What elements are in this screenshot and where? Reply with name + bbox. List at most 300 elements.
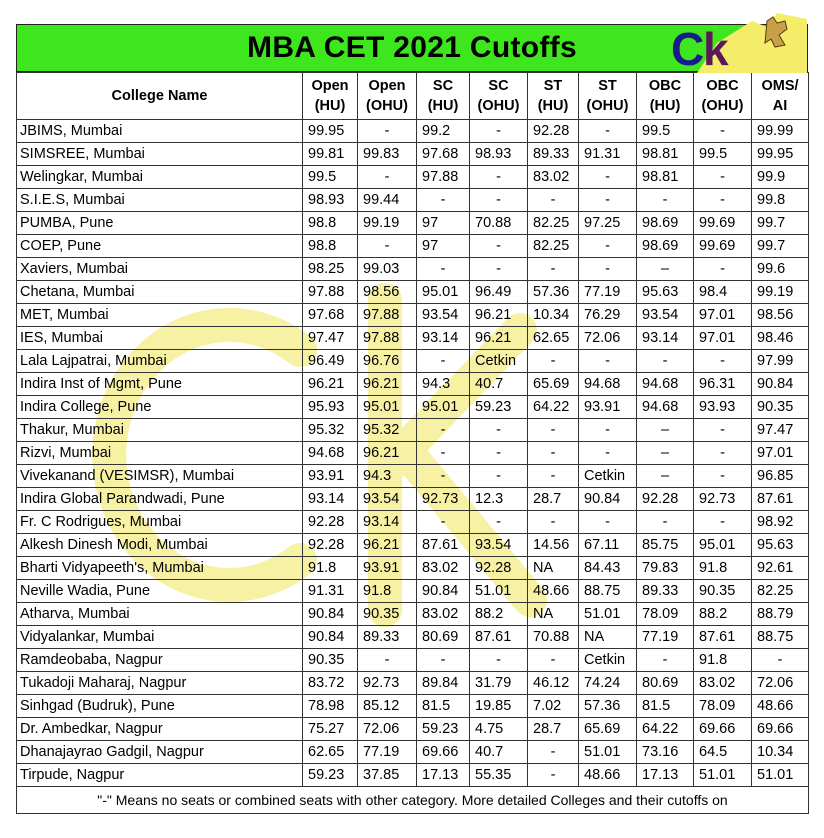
college-name-cell: Indira Global Parandwadi, Pune [17,488,303,511]
cutoff-cell: 95.01 [417,396,470,419]
cutoff-cell: 72.06 [358,718,417,741]
cutoff-cell: - [470,649,528,672]
cutoff-cell: - [579,166,637,189]
college-name-cell: Thakur, Mumbai [17,419,303,442]
table-row [17,603,809,626]
table-row [17,580,809,603]
table-row [17,419,809,442]
cutoff-cell: 90.84 [579,488,637,511]
cutoff-cell: 85.12 [358,695,417,718]
cutoff-cell: 90.35 [752,396,809,419]
cutoff-cell: 98.81 [637,166,694,189]
cutoff-cell: – [637,465,694,488]
header-category-sublabel: (OHU) [477,98,520,114]
college-name-cell: Sinhgad (Budruk), Pune [17,695,303,718]
table-row [17,488,809,511]
cutoff-cell: 98.56 [358,281,417,304]
cutoff-cell: 48.66 [579,764,637,787]
cutoff-cell: - [579,235,637,258]
cutoff-cell: 78.09 [637,603,694,626]
cutoff-cell: 97 [417,212,470,235]
college-name-cell: Vidyalankar, Mumbai [17,626,303,649]
cutoff-cell: 99.2 [417,120,470,143]
cutoff-cell: 80.69 [417,626,470,649]
cutoff-cell: 78.98 [303,695,358,718]
table-row [17,718,809,741]
cutoff-cell: 98.69 [637,235,694,258]
cutoff-cell: 59.23 [470,396,528,419]
table-row [17,120,809,143]
cutoff-cell: 90.84 [752,373,809,396]
cutoff-cell: 88.2 [470,603,528,626]
cutoff-cell: 90.84 [303,603,358,626]
cutoff-cell: 84.43 [579,557,637,580]
cutoff-cell: 51.01 [752,764,809,787]
cutoff-cell: 90.35 [303,649,358,672]
cutoff-cell: - [470,166,528,189]
cutoff-cell: 89.33 [528,143,579,166]
cutoff-cell: - [579,258,637,281]
cutoff-cell: NA [579,626,637,649]
cutoff-cell: 69.66 [417,741,470,764]
table-row [17,327,809,350]
cutoff-cell: 91.31 [303,580,358,603]
cutoff-cell: 99.83 [358,143,417,166]
college-name-cell: Vivekanand (VESIMSR), Mumbai [17,465,303,488]
cutoff-cell: - [637,649,694,672]
cutoff-cell: 31.79 [470,672,528,695]
cutoff-cell: 98.8 [303,235,358,258]
cutoff-cell: 90.35 [694,580,752,603]
cutoff-cell: 94.68 [637,373,694,396]
college-name-cell: JBIMS, Mumbai [17,120,303,143]
cutoff-cell: 95.01 [694,534,752,557]
cutoff-cell: 89.33 [358,626,417,649]
table-row [17,534,809,557]
cutoff-cell: 98.93 [303,189,358,212]
cutoff-cell: 19.85 [470,695,528,718]
cutoff-cell: 74.24 [579,672,637,695]
cutoff-cell: 92.73 [417,488,470,511]
cutoff-cell: 65.69 [528,373,579,396]
cutoff-cell: - [417,511,470,534]
header-category-sublabel: (HU) [314,98,346,114]
table-row [17,373,809,396]
cutoff-table [16,72,809,814]
college-name-cell: Dhanajayrao Gadgil, Nagpur [17,741,303,764]
cutoff-cell: Cetkin [470,350,528,373]
cutoff-cell: 99.9 [752,166,809,189]
cutoff-cell: 17.13 [417,764,470,787]
cutoff-cell: 93.14 [358,511,417,534]
cutoff-cell: 97.01 [694,327,752,350]
cutoff-cell: 95.32 [303,419,358,442]
header-category-sublabel: (HU) [649,98,681,114]
college-name-cell: Lala Lajpatrai, Mumbai [17,350,303,373]
cutoff-cell: 51.01 [579,741,637,764]
cutoff-cell: - [579,419,637,442]
cutoff-cell: 83.02 [528,166,579,189]
cutoff-cell: - [358,166,417,189]
cutoff-cell: 62.65 [528,327,579,350]
table-row [17,189,809,212]
table-row [17,465,809,488]
cutoff-cell: - [579,120,637,143]
page-title: MBA CET 2021 Cutoffs [247,31,577,64]
cutoff-cell: - [694,442,752,465]
college-name-cell: Indira College, Pune [17,396,303,419]
cutoff-cell: 65.69 [579,718,637,741]
cutoff-cell: - [579,189,637,212]
cutoff-cell: 95.93 [303,396,358,419]
header-category [752,73,809,120]
college-name-cell: Dr. Ambedkar, Nagpur [17,718,303,741]
cutoff-cell: 87.61 [694,626,752,649]
cutoff-cell: 59.23 [303,764,358,787]
cutoff-cell: 96.49 [470,281,528,304]
cutoff-cell: 95.63 [752,534,809,557]
cutoff-cell: 93.14 [637,327,694,350]
cutoff-cell: - [694,419,752,442]
cutoff-cell: 93.54 [417,304,470,327]
table-row [17,511,809,534]
header-category-sublabel: (HU) [537,98,569,114]
cutoff-cell: 93.14 [303,488,358,511]
header-category [694,73,752,120]
cutoff-cell: 83.02 [417,557,470,580]
cutoff-cell: 99.95 [303,120,358,143]
cutoff-cell: 99.69 [694,235,752,258]
ck-logo-icon [657,13,807,73]
header-category-label: ST [598,78,617,94]
cutoff-cell: 99.19 [752,281,809,304]
cutoff-cell: - [694,120,752,143]
cutoff-cell: - [417,419,470,442]
cutoff-cell: 92.73 [694,488,752,511]
cutoff-cell: 69.66 [752,718,809,741]
cutoff-cell: 91.8 [303,557,358,580]
title-bar [16,24,808,72]
cutoff-cell: 88.2 [694,603,752,626]
table-row [17,557,809,580]
table-row [17,442,809,465]
cutoff-cell: 48.66 [528,580,579,603]
college-name-cell: S.I.E.S, Mumbai [17,189,303,212]
college-name-cell: Bharti Vidyapeeth's, Mumbai [17,557,303,580]
cutoff-cell: 88.79 [752,603,809,626]
cutoff-cell: 75.27 [303,718,358,741]
cutoff-cell: 93.91 [358,557,417,580]
header-category-label: Open [368,78,406,94]
cutoff-cell: 96.21 [470,327,528,350]
cutoff-cell: - [528,465,579,488]
cutoff-cell: 99.5 [637,120,694,143]
cutoff-cell: 78.09 [694,695,752,718]
cutoff-cell: 90.35 [358,603,417,626]
cutoff-cell: 57.36 [579,695,637,718]
cutoff-cell: 94.68 [303,442,358,465]
cutoff-cell: 77.19 [579,281,637,304]
cutoff-cell: 64.22 [637,718,694,741]
cutoff-cell: 28.7 [528,488,579,511]
cutoff-cell: 95.01 [358,396,417,419]
cutoff-cell: - [470,442,528,465]
college-name-cell: COEP, Pune [17,235,303,258]
cutoff-cell: - [470,511,528,534]
table-row [17,258,809,281]
cutoff-cell: 46.12 [528,672,579,695]
cutoff-cell: 64.22 [528,396,579,419]
cutoff-cell: 83.02 [694,672,752,695]
svg-text:C: C [671,23,705,73]
cutoff-cell: 82.25 [528,212,579,235]
cutoff-cell: 92.28 [470,557,528,580]
cutoff-cell: 96.31 [694,373,752,396]
cutoff-cell: - [470,235,528,258]
cutoff-cell: 55.35 [470,764,528,787]
cutoff-cell: 77.19 [637,626,694,649]
cutoff-cell: 72.06 [752,672,809,695]
college-name-cell: Rizvi, Mumbai [17,442,303,465]
cutoff-cell: 88.75 [579,580,637,603]
cutoff-cell: 94.68 [579,373,637,396]
cutoff-cell: 99.03 [358,258,417,281]
cutoff-cell: - [637,189,694,212]
cutoff-cell: 96.85 [752,465,809,488]
cutoff-cell: 97.01 [694,304,752,327]
cutoff-cell: 99.7 [752,235,809,258]
table-row [17,695,809,718]
header-category [528,73,579,120]
cutoff-cell: 93.93 [694,396,752,419]
header-category [470,73,528,120]
cutoff-cell: 92.28 [303,534,358,557]
footnote: "-" Means no seats or combined seats with other category. More detailed Colleges and their cutoffs on [17,787,809,814]
cutoff-cell: - [579,350,637,373]
cutoff-cell: - [579,511,637,534]
cutoff-cell: 97.01 [752,442,809,465]
cutoff-cell: 98.25 [303,258,358,281]
cutoff-cell: - [417,189,470,212]
table-row [17,281,809,304]
cutoff-cell: - [694,511,752,534]
cutoff-cell: - [417,465,470,488]
cutoff-cell: - [694,258,752,281]
table-row [17,143,809,166]
footnote-row [17,787,809,814]
cutoff-cell: 99.19 [358,212,417,235]
cutoff-cell: 91.8 [694,649,752,672]
cutoff-cell: 97.88 [358,327,417,350]
cutoff-cell: 93.54 [470,534,528,557]
header-category-label: SC [432,78,454,94]
cutoff-cell: 70.88 [528,626,579,649]
cutoff-cell: 91.8 [358,580,417,603]
cutoff-cell: 99.8 [752,189,809,212]
cutoff-cell: 91.31 [579,143,637,166]
header-category-label: OMS/ [761,78,799,94]
header-category [579,73,637,120]
svg-text:k: k [703,23,729,73]
table-row [17,350,809,373]
cutoff-cell: - [470,120,528,143]
cutoff-cell: 89.33 [637,580,694,603]
header-category [637,73,694,120]
cutoff-cell: 98.46 [752,327,809,350]
cutoff-cell: 96.21 [358,534,417,557]
cutoff-cell: 97 [417,235,470,258]
cutoff-cell: 97.99 [752,350,809,373]
cutoff-cell: 98.69 [637,212,694,235]
cutoff-cell: 98.93 [470,143,528,166]
cutoff-cell: 95.32 [358,419,417,442]
cutoff-cell: 80.69 [637,672,694,695]
cutoff-cell: 92.28 [528,120,579,143]
college-name-cell: Ramdeobaba, Nagpur [17,649,303,672]
cutoff-cell: 77.19 [358,741,417,764]
cutoff-cell: – [637,419,694,442]
college-name-cell: IES, Mumbai [17,327,303,350]
cutoff-cell: – [637,258,694,281]
cutoff-cell: 96.21 [358,373,417,396]
cutoff-cell: 95.01 [417,281,470,304]
header-category-sublabel: (HU) [427,98,459,114]
cutoff-cell: 73.16 [637,741,694,764]
college-name-cell: Atharva, Mumbai [17,603,303,626]
cutoff-cell: 92.28 [637,488,694,511]
cutoff-cell: 93.54 [358,488,417,511]
cutoff-cell: 62.65 [303,741,358,764]
cutoff-cell: 99.99 [752,120,809,143]
cutoff-cell: 96.49 [303,350,358,373]
header-college-name: College Name [17,73,303,120]
cutoff-cell: - [528,741,579,764]
cutoff-cell: - [637,350,694,373]
cutoff-cell: 99.95 [752,143,809,166]
cutoff-cell: NA [528,557,579,580]
cutoff-cell: 76.29 [579,304,637,327]
cutoff-cell: 99.69 [694,212,752,235]
table-row [17,764,809,787]
cutoff-cell: - [528,511,579,534]
cutoff-cell: 93.54 [637,304,694,327]
cutoff-cell: 87.61 [470,626,528,649]
cutoff-cell: 40.7 [470,373,528,396]
cutoff-cell: 88.75 [752,626,809,649]
college-name-cell: SIMSREE, Mumbai [17,143,303,166]
table-row [17,212,809,235]
cutoff-cell: 99.81 [303,143,358,166]
cutoff-cell: 98.8 [303,212,358,235]
cutoff-cell: - [579,442,637,465]
cutoff-cell: 93.91 [579,396,637,419]
cutoff-cell: 96.76 [358,350,417,373]
cutoff-cell: 69.66 [694,718,752,741]
college-name-cell: PUMBA, Pune [17,212,303,235]
cutoff-cell: 90.84 [417,580,470,603]
cutoff-cell: - [528,350,579,373]
cutoff-cell: - [470,419,528,442]
cutoff-cell: 92.28 [303,511,358,534]
cutoff-cell: 89.84 [417,672,470,695]
cutoff-cell: - [417,350,470,373]
cutoff-cell: 97.47 [303,327,358,350]
cutoff-cell: - [470,189,528,212]
cutoff-cell: 97.88 [358,304,417,327]
cutoff-cell: 81.5 [417,695,470,718]
cutoff-cell: 10.34 [528,304,579,327]
cutoff-cell: 99.6 [752,258,809,281]
header-row [17,73,809,120]
cutoff-cell: 40.7 [470,741,528,764]
college-name-cell: Fr. C Rodrigues, Mumbai [17,511,303,534]
college-name-cell: Welingkar, Mumbai [17,166,303,189]
cutoff-cell: 28.7 [528,718,579,741]
cutoff-cell: 12.3 [470,488,528,511]
cutoff-cell: - [694,166,752,189]
cutoff-cell: 7.02 [528,695,579,718]
cutoff-cell: - [470,258,528,281]
college-name-cell: Neville Wadia, Pune [17,580,303,603]
header-category [358,73,417,120]
cutoff-cell: 81.5 [637,695,694,718]
header-category-label: ST [543,78,563,94]
cutoff-cell: - [694,189,752,212]
college-name-cell: MET, Mumbai [17,304,303,327]
cutoff-cell: 93.14 [417,327,470,350]
cutoff-cell: - [358,649,417,672]
cutoff-cell: - [694,465,752,488]
cutoff-cell: - [358,235,417,258]
cutoff-cell: 99.5 [303,166,358,189]
cutoff-cell: - [528,442,579,465]
college-name-cell: Xaviers, Mumbai [17,258,303,281]
cutoff-cell: – [637,442,694,465]
cutoff-cell: 95.63 [637,281,694,304]
table-row [17,166,809,189]
cutoff-cell: - [470,465,528,488]
cutoff-cell: NA [528,603,579,626]
cutoff-cell: 59.23 [417,718,470,741]
cutoff-cell: 96.21 [470,304,528,327]
cutoff-cell: 82.25 [752,580,809,603]
cutoff-cell: 51.01 [579,603,637,626]
table-row [17,396,809,419]
cutoff-cell: Cetkin [579,465,637,488]
cutoff-cell: 96.21 [303,373,358,396]
table-row [17,626,809,649]
cutoff-cell: 87.61 [417,534,470,557]
college-name-cell: Tukadoji Maharaj, Nagpur [17,672,303,695]
header-category-sublabel: (OHU) [701,98,744,114]
cutoff-cell: 83.02 [417,603,470,626]
cutoff-cell: 51.01 [470,580,528,603]
college-name-cell: Indira Inst of Mgmt, Pune [17,373,303,396]
cutoff-cell: 97.25 [579,212,637,235]
header-category-label: Open [311,78,349,94]
cutoff-cell: 97.47 [752,419,809,442]
cutoff-cell: 85.75 [637,534,694,557]
cutoff-cell: 37.85 [358,764,417,787]
header-category-label: SC [488,78,509,94]
cutoff-cell: 87.61 [752,488,809,511]
table-row [17,741,809,764]
cutoff-cell: 4.75 [470,718,528,741]
cutoff-cell: 72.06 [579,327,637,350]
cutoff-cell: 97.68 [303,304,358,327]
header-category-sublabel: AI [772,98,788,114]
header-category [303,73,358,120]
